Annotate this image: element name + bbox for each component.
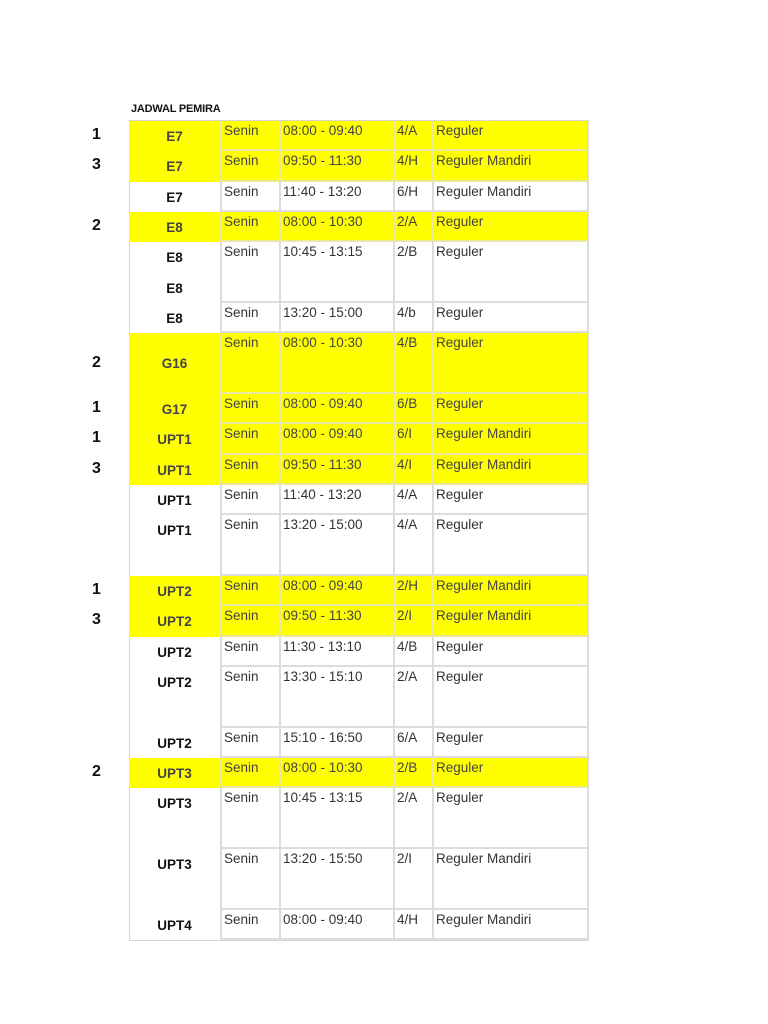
type-cell: Reguler [432, 394, 589, 424]
table-row [129, 182, 589, 212]
type-cell: Reguler [432, 637, 589, 667]
class-cell: 4/A [393, 121, 432, 151]
class-cell: 4/A [393, 515, 432, 576]
type-cell: Reguler [432, 303, 589, 333]
time-cell: 08:00 - 09:40 [279, 424, 393, 455]
class-cell: 6/I [393, 424, 432, 455]
time-cell: 13:30 - 15:10 [279, 667, 393, 728]
day-cell: Senin [220, 515, 279, 576]
class-cell: 6/B [393, 394, 432, 424]
class-cell: 4/b [393, 303, 432, 333]
type-cell: Reguler [432, 242, 589, 303]
time-cell: 11:40 - 13:20 [279, 182, 393, 212]
table-row [129, 788, 589, 849]
document-title: JADWAL PEMIRA [131, 103, 221, 115]
class-cell: 6/A [393, 728, 432, 758]
room-label: UPT3 [157, 857, 192, 872]
type-cell: Reguler Mandiri [432, 151, 589, 182]
day-cell: Senin [220, 424, 279, 455]
class-cell: 2/A [393, 667, 432, 728]
day-cell: Senin [220, 303, 279, 333]
time-cell: 08:00 - 09:40 [279, 576, 393, 606]
class-cell: 2/A [393, 788, 432, 849]
room-label: UPT1 [157, 463, 192, 478]
type-cell: Reguler Mandiri [432, 606, 589, 637]
room-cell [129, 151, 220, 182]
class-cell: 4/I [393, 455, 432, 485]
room-cell [129, 333, 220, 394]
table-row [92, 455, 589, 485]
time-cell: 08:00 - 09:40 [279, 121, 393, 151]
room-label: UPT2 [157, 614, 192, 629]
row-number: 1 [92, 399, 101, 416]
type-cell: Reguler [432, 728, 589, 758]
room-label: UPT2 [157, 736, 192, 751]
room-cell [129, 394, 220, 424]
room-label: E8 [166, 281, 183, 296]
row-number: 2 [92, 763, 101, 780]
room-label: E8 [166, 250, 183, 265]
time-cell: 11:40 - 13:20 [279, 485, 393, 515]
type-cell: Reguler Mandiri [432, 849, 589, 910]
table-row [129, 303, 589, 333]
table-row [92, 151, 589, 182]
room-label: UPT3 [157, 796, 192, 811]
type-cell: Reguler [432, 333, 589, 394]
table-row [92, 576, 589, 606]
room-label: E7 [166, 129, 183, 144]
time-cell: 09:50 - 11:30 [279, 606, 393, 637]
day-cell: Senin [220, 606, 279, 637]
room-cell [129, 212, 220, 242]
room-cell [129, 667, 220, 728]
time-cell: 10:45 - 13:15 [279, 242, 393, 303]
room-cell [129, 515, 220, 576]
row-number: 3 [92, 460, 101, 477]
room-label: UPT4 [157, 918, 192, 933]
room-cell [129, 728, 220, 758]
room-cell [129, 788, 220, 849]
row-number: 1 [92, 126, 101, 143]
time-cell: 13:20 - 15:00 [279, 303, 393, 333]
room-label: UPT1 [157, 432, 192, 447]
table-row [92, 606, 589, 637]
day-cell: Senin [220, 485, 279, 515]
room-cell [129, 576, 220, 606]
time-cell: 08:00 - 10:30 [279, 758, 393, 788]
room-label: G17 [161, 402, 188, 417]
day-cell: Senin [220, 182, 279, 212]
day-cell: Senin [220, 151, 279, 182]
day-cell: Senin [220, 910, 279, 940]
table-row [92, 333, 589, 394]
row-number: 2 [92, 217, 101, 234]
table-row [92, 424, 589, 455]
row-number: 3 [92, 156, 101, 173]
time-cell: 10:45 - 13:15 [279, 788, 393, 849]
time-cell: 13:20 - 15:50 [279, 849, 393, 910]
class-cell: 4/B [393, 333, 432, 394]
day-cell: Senin [220, 121, 279, 151]
room-cell [129, 121, 220, 151]
type-cell: Reguler [432, 212, 589, 242]
table-row [129, 242, 589, 303]
time-cell: 08:00 - 10:30 [279, 212, 393, 242]
day-cell: Senin [220, 576, 279, 606]
table-row [92, 758, 589, 788]
class-cell: 2/I [393, 606, 432, 637]
class-cell: 4/B [393, 637, 432, 667]
room-label: UPT2 [157, 584, 192, 599]
row-number: 2 [92, 353, 101, 371]
room-label: G16 [161, 355, 188, 371]
class-cell: 6/H [393, 182, 432, 212]
row-number: 3 [92, 611, 101, 628]
time-cell: 08:00 - 09:40 [279, 394, 393, 424]
time-cell: 13:20 - 15:00 [279, 515, 393, 576]
time-cell: 09:50 - 11:30 [279, 455, 393, 485]
room-cell [129, 485, 220, 515]
day-cell: Senin [220, 212, 279, 242]
time-cell: 09:50 - 11:30 [279, 151, 393, 182]
type-cell: Reguler Mandiri [432, 576, 589, 606]
room-cell [129, 637, 220, 667]
room-cell [129, 849, 220, 910]
room-label: UPT2 [157, 645, 192, 660]
table-row [92, 212, 589, 242]
table-row [129, 910, 589, 940]
room-label: E8 [166, 220, 183, 235]
table-row [129, 515, 589, 576]
day-cell: Senin [220, 758, 279, 788]
row-number: 1 [92, 429, 101, 446]
class-cell: 2/B [393, 758, 432, 788]
time-cell: 08:00 - 09:40 [279, 910, 393, 940]
class-cell: 4/H [393, 910, 432, 940]
room-label: E7 [166, 190, 183, 205]
class-cell: 2/I [393, 849, 432, 910]
room-cell [129, 303, 220, 333]
table-row [129, 849, 589, 910]
room-cell [129, 182, 220, 212]
room-cell [129, 424, 220, 455]
room-label: E8 [166, 311, 183, 326]
day-cell: Senin [220, 728, 279, 758]
room-cell [129, 242, 220, 303]
type-cell: Reguler [432, 121, 589, 151]
room-label: UPT1 [157, 493, 192, 508]
room-label: UPT3 [157, 766, 192, 781]
table-row [129, 485, 589, 515]
room-cell [129, 910, 220, 940]
type-cell: Reguler Mandiri [432, 455, 589, 485]
room-cell [129, 758, 220, 788]
type-cell: Reguler [432, 515, 589, 576]
type-cell: Reguler Mandiri [432, 424, 589, 455]
type-cell: Reguler Mandiri [432, 910, 589, 940]
day-cell: Senin [220, 637, 279, 667]
time-cell: 11:30 - 13:10 [279, 637, 393, 667]
day-cell: Senin [220, 394, 279, 424]
type-cell: Reguler [432, 788, 589, 849]
row-number: 1 [92, 581, 101, 598]
day-cell: Senin [220, 455, 279, 485]
time-cell: 08:00 - 10:30 [279, 333, 393, 394]
table-row [129, 637, 589, 667]
day-cell: Senin [220, 242, 279, 303]
time-cell: 15:10 - 16:50 [279, 728, 393, 758]
type-cell: Reguler Mandiri [432, 182, 589, 212]
day-cell: Senin [220, 788, 279, 849]
class-cell: 2/A [393, 212, 432, 242]
table-row [92, 121, 589, 151]
room-label: E7 [166, 159, 183, 174]
day-cell: Senin [220, 667, 279, 728]
table-row [129, 667, 589, 728]
class-cell: 4/A [393, 485, 432, 515]
class-cell: 4/H [393, 151, 432, 182]
day-cell: Senin [220, 849, 279, 910]
type-cell: Reguler [432, 485, 589, 515]
table-row [92, 394, 589, 424]
room-cell [129, 455, 220, 485]
table-row [129, 728, 589, 758]
type-cell: Reguler [432, 758, 589, 788]
room-label: UPT1 [157, 523, 192, 538]
type-cell: Reguler [432, 667, 589, 728]
day-cell: Senin [220, 333, 279, 394]
room-label: UPT2 [157, 675, 192, 690]
room-cell [129, 606, 220, 637]
class-cell: 2/B [393, 242, 432, 303]
class-cell: 2/H [393, 576, 432, 606]
